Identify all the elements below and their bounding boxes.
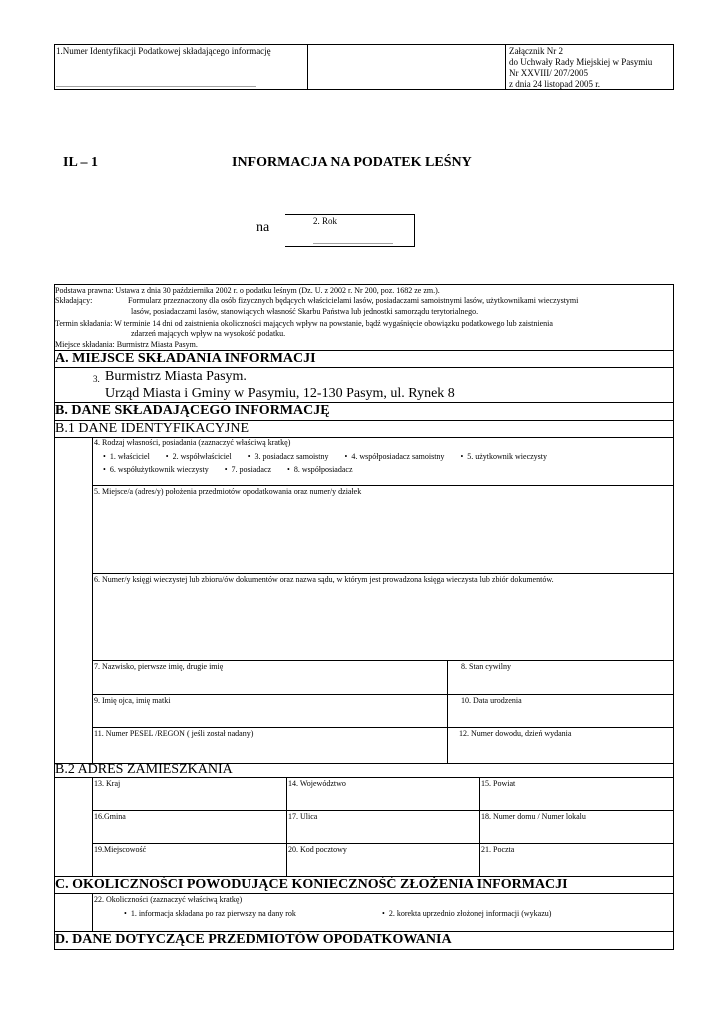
ownership-option[interactable]: • 1. właściciel [103, 452, 150, 461]
ownership-options-row1 [103, 452, 547, 462]
divider [54, 367, 674, 368]
field-22-label: 22. Okoliczności (zaznaczyć właściwą kratkę) [94, 895, 243, 904]
field-17-label[interactable]: 17. Ulica [288, 812, 318, 821]
ownership-option[interactable]: • 8. współposiadacz [287, 465, 352, 474]
field-19-label[interactable]: 19.Miejscowość [94, 845, 147, 854]
ownership-option[interactable]: • 6. współużytkownik wieczysty [103, 465, 209, 474]
section-c-title: C. OKOLICZNOŚCI POWODUJĄCE KONIECZNOŚĆ ZŁOŻENIA INFORMACJI [55, 877, 568, 892]
divider [92, 727, 674, 728]
field-10-label[interactable]: 10. Data urodzenia [461, 696, 522, 705]
header-divider-1 [307, 44, 308, 90]
divider [92, 573, 674, 574]
submitter-text: Formularz przeznaczony dla osób fizycznych będących właścicielami lasów, posiadaczami samoistnymi lasów, użytkownikami wieczystymi [128, 296, 579, 305]
nip-label: 1.Numer Identyfikacji Podatkowej składającego informację [56, 46, 271, 56]
submitter-text-2: lasów, posiadaczami lasów, stanowiących własność Skarbu Państwa lub jednostki samorządu terytorialnego. [131, 307, 479, 316]
section-a-title: A. MIEJSCE SKŁADANIA INFORMACJI [55, 351, 316, 366]
divider [92, 843, 674, 844]
ownership-option[interactable]: • 7. posiadacz [225, 465, 271, 474]
column-divider [286, 777, 287, 876]
field-3-number: 3. [93, 374, 100, 384]
section-d-title: D. DANE DOTYCZĄCE PRZEDMIOTÓW OPODATKOWANIA [55, 932, 452, 947]
annex-line: Załącznik Nr 2 [509, 46, 563, 56]
field-7-label[interactable]: 7. Nazwisko, pierwsze imię, drugie imię [94, 662, 224, 671]
ownership-option[interactable]: • 2. współwłaściciel [166, 452, 232, 461]
annex-line: do Uchwały Rady Miejskiej w Pasymiu [509, 57, 653, 67]
divider [54, 893, 674, 894]
legal-basis: Podstawa prawna: Ustawa z dnia 30 października 2002 r. o podatku leśnym (Dz. U. z 2002 r. Nr 200, poz. 1682 ze zm.). [55, 286, 440, 295]
circumstance-option-1[interactable]: • 1. informacja składana po raz pierwszy na dany rok [124, 909, 296, 919]
field-14-label[interactable]: 14. Województwo [288, 779, 346, 788]
field-11-label[interactable]: 11. Numer PESEL /REGON ( jeśli został nadany) [94, 729, 254, 738]
field-20-label[interactable]: 20. Kod pocztowy [288, 845, 347, 854]
office-name: Burmistrz Miasta Pasym. [105, 369, 247, 384]
b2-margin-line [92, 777, 93, 876]
divider [54, 777, 674, 778]
submission-place: Miejsce składania: Burmistrz Miasta Pasym. [55, 340, 198, 349]
ownership-options-row2 [103, 465, 353, 475]
year-prefix: na [256, 220, 270, 235]
form-title: INFORMACJA NA PODATEK LEŚNY [232, 155, 472, 170]
annex-line: z dnia 24 listopad 2005 r. [509, 79, 600, 89]
field-18-label[interactable]: 18. Numer domu / Numer lokalu [481, 812, 586, 821]
ownership-option[interactable]: • 4. współposiadacz samoistny [345, 452, 445, 461]
section-b-title: B. DANE SKŁADAJĄCEGO INFORMACJĘ [55, 403, 330, 418]
field-15-label[interactable]: 15. Powiat [481, 779, 516, 788]
section-b1-title: B.1 DANE IDENTYFIKACYJNE [55, 421, 250, 436]
field-13-label[interactable]: 13. Kraj [94, 779, 121, 788]
year-dots: ........................................ [313, 237, 393, 246]
annex-line: Nr XXVIII/ 207/2005 [509, 68, 588, 78]
ownership-option[interactable]: • 3. posiadacz samoistny [248, 452, 329, 461]
office-address: Urząd Miasta i Gminy w Pasymiu, 12-130 Pasym, ul. Rynek 8 [105, 386, 455, 401]
column-divider [447, 660, 448, 764]
field-16-label[interactable]: 16.Gmina [94, 812, 126, 821]
header-divider-2 [505, 44, 506, 90]
field-6-label[interactable]: 6. Numer/y księgi wieczystej lub zbioru/ów dokumentów oraz nazwa sądu, w którym jest prowadzona księga wieczysta lub zbiór dokumentów. [94, 575, 554, 584]
field-5-label[interactable]: 5. Miejsce/a (adres/y) położenia przedmiotów opodatkowania oraz numer/y działek [94, 487, 362, 496]
divider [92, 694, 674, 695]
form-code: IL – 1 [63, 155, 99, 170]
annex-info [509, 46, 652, 90]
deadline: Termin składania: W terminie 14 dni od zaistnienia okoliczności mających wpływ na powstanie, bądź wygaśnięcie obowiązku podatkowego lub zaistnienia [55, 319, 553, 328]
year-label: 2. Rok [313, 216, 338, 226]
divider [92, 660, 674, 661]
field-9-label[interactable]: 9. Imię ojca, imię matki [94, 696, 171, 705]
ownership-option[interactable]: • 5. użytkownik wieczysty [460, 452, 547, 461]
field-4-label: 4. Rodzaj własności, posiadania (zaznaczyć właściwą kratkę) [94, 438, 291, 447]
divider [92, 485, 674, 486]
field-21-label[interactable]: 21. Poczta [481, 845, 515, 854]
deadline-2: zdarzeń mających wpływ na wysokość podatku. [131, 329, 286, 338]
divider [92, 810, 674, 811]
field-8-label[interactable]: 8. Stan cywilny [461, 662, 511, 671]
circumstance-option-2[interactable]: • 2. korekta uprzednio złożonej informacji (wykazu) [382, 909, 551, 919]
section-b2-title: B.2 ADRES ZAMIESZKANIA [55, 762, 233, 777]
submitter-label: Składający: [55, 296, 93, 305]
nip-field[interactable]: .................................................................................................... [56, 80, 256, 89]
field-12-label[interactable]: 12. Numer dowodu, dzień wydania [459, 729, 572, 738]
column-divider [479, 777, 480, 876]
